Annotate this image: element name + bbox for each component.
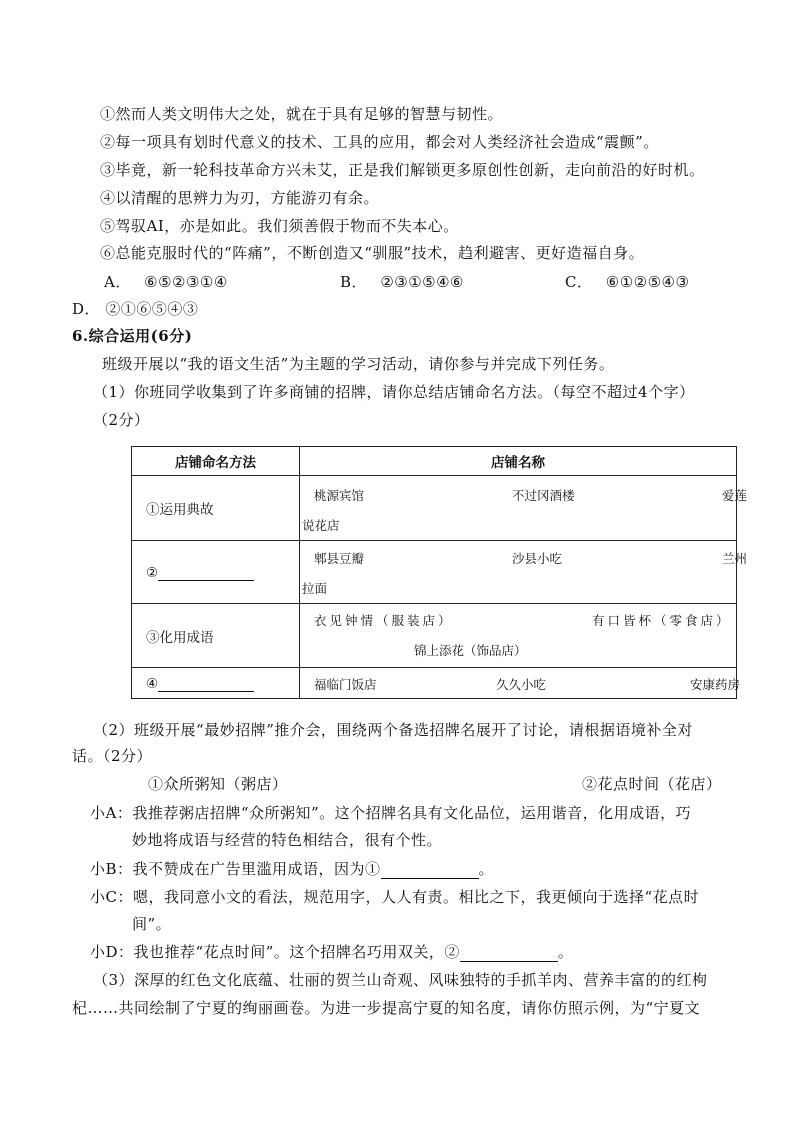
shop-name: 爱莲 (722, 488, 748, 503)
speaker-c-line-1: 小C：嗯，我同意小文的看法，规范用字，人人有责。相比之下，我更倾向于选择“花点时 (90, 888, 700, 906)
speaker-b-text: 小B：我不赞成在广告里滥用成语，因为① (90, 860, 381, 878)
shop-name: 兰州 (722, 551, 748, 566)
option-c-value: ⑥①②⑤④③ (605, 273, 690, 291)
answer-blank[interactable] (158, 675, 254, 692)
row4-method-label: ④ (146, 675, 159, 692)
row2-method-label: ② (146, 564, 159, 581)
answer-blank-2[interactable] (460, 945, 558, 962)
row4-method (132, 668, 300, 699)
answer-blank[interactable] (158, 564, 254, 581)
speaker-d-end: 。 (557, 943, 574, 961)
option-b-label: B． (340, 273, 368, 291)
shop-name: 拉面 (302, 581, 328, 596)
part2-prompt: （2）班级开展“最妙招牌”推介会，围绕两个备选招牌名展开了讨论，请根据语境补全对 (93, 721, 693, 739)
row1-names-cell (300, 476, 748, 541)
shop-name: 郫县豆瓣 (314, 551, 365, 566)
shop-name: 锦上添花（饰品店） (414, 643, 527, 658)
header-method: 店铺命名方法 (132, 447, 300, 476)
speaker-a-line-1: 小A：我推荐粥店招牌“众所粥知”。这个招牌名具有文化品位，运用谐音，化用成语，巧 (90, 804, 692, 822)
shop-name: 久久小吃 (496, 677, 547, 692)
shop-name: 有口皆杯（零食店） (592, 613, 732, 628)
part1-prompt: （1）你班同学收集到了许多商铺的招牌，请你总结店铺命名方法。（每空不超过4个字） (93, 383, 695, 401)
sentence-1: ①然而人类文明伟大之处，就在于具有足够的智慧与韧性。 (100, 105, 504, 123)
shop-name: 福临门饭店 (314, 677, 377, 692)
candidate-sign-2: ②花点时间（花店） (582, 775, 722, 793)
shop-name: 说花店 (302, 518, 340, 533)
speaker-a-line-2: 妙地将成语与经营的特色相结合，很有个性。 (132, 831, 443, 849)
answer-blank-1[interactable] (381, 862, 479, 879)
speaker-b-line (90, 859, 494, 879)
shop-name: 安康药房 (690, 677, 741, 692)
speaker-d-line (90, 942, 573, 962)
row1-method: ①运用典故 (132, 476, 300, 541)
table-header-row (132, 447, 737, 476)
speaker-d-text: 小D：我也推荐“花点时间”。这个招牌名巧用双关，② (90, 943, 460, 961)
option-d-label: D． (72, 300, 101, 318)
option-a-label: A． (104, 273, 131, 291)
row2-method (132, 541, 300, 604)
q6-title: 6.综合运用(6分) (72, 327, 193, 345)
option-a[interactable] (104, 272, 228, 292)
shop-naming-table (131, 446, 748, 699)
option-b[interactable] (340, 272, 464, 292)
shop-name: 沙县小吃 (512, 551, 563, 566)
row3-names-cell (300, 604, 737, 668)
sentence-4: ④以清醒的思辨力为刃，方能游刃有余。 (100, 189, 380, 207)
row4-names-cell (300, 668, 741, 699)
table-row (132, 541, 737, 604)
part2-score: 话。（2分） (72, 747, 153, 765)
part3-prompt-1: （3）深厚的红色文化底蕴、壮丽的贺兰山奇观、风味独特的手抓羊肉、营养丰富的的红枸 (93, 971, 708, 989)
table-row (132, 604, 737, 668)
sentence-5: ⑤驾驭AI，亦是如此。我们须善假于物而不失本心。 (100, 217, 459, 235)
sentence-2: ②每一项具有划时代意义的技术、工具的应用，都会对人类经济社会造成“震颤”。 (100, 133, 659, 151)
row2-names-cell (300, 541, 748, 604)
speaker-c-line-2: 间”。 (132, 915, 172, 933)
q6-intro: 班级开展以“我的语文生活”为主题的学习活动，请你参与并完成下列任务。 (102, 355, 615, 373)
option-d[interactable] (72, 299, 198, 319)
table-row (132, 668, 737, 699)
sentence-3: ③毕竟，新一轮科技革命方兴未艾，正是我们解锁更多原创性创新，走向前沿的好时机。 (100, 161, 705, 179)
shop-name: 桃源宾馆 (314, 488, 365, 503)
speaker-b-end: 。 (478, 860, 495, 878)
shop-name: 衣见钟情（服装店） (314, 613, 454, 628)
part3-prompt-2: 杞……共同绘制了宁夏的绚丽画卷。为进一步提高宁夏的知名度，请你仿照示例，为“宁夏文 (72, 999, 701, 1017)
shop-name: 不过冈酒楼 (512, 488, 575, 503)
header-names: 店铺名称 (300, 447, 737, 476)
option-d-value: ②①⑥⑤④③ (105, 300, 199, 318)
option-c[interactable] (565, 272, 689, 292)
table-row (132, 476, 737, 541)
candidate-sign-1: ①众所粥知（粥店） (148, 775, 288, 793)
row3-method: ③化用成语 (132, 604, 300, 668)
option-a-value: ⑥⑤②③①④ (144, 273, 228, 291)
sentence-6: ⑥总能克服时代的“阵痛”，不断创造又“驯服”技术，趋利避害、更好造福自身。 (100, 244, 645, 262)
option-b-value: ②③①⑤④⑥ (380, 273, 464, 291)
part1-score: （2分） (93, 411, 150, 429)
option-c-label: C． (565, 273, 593, 291)
